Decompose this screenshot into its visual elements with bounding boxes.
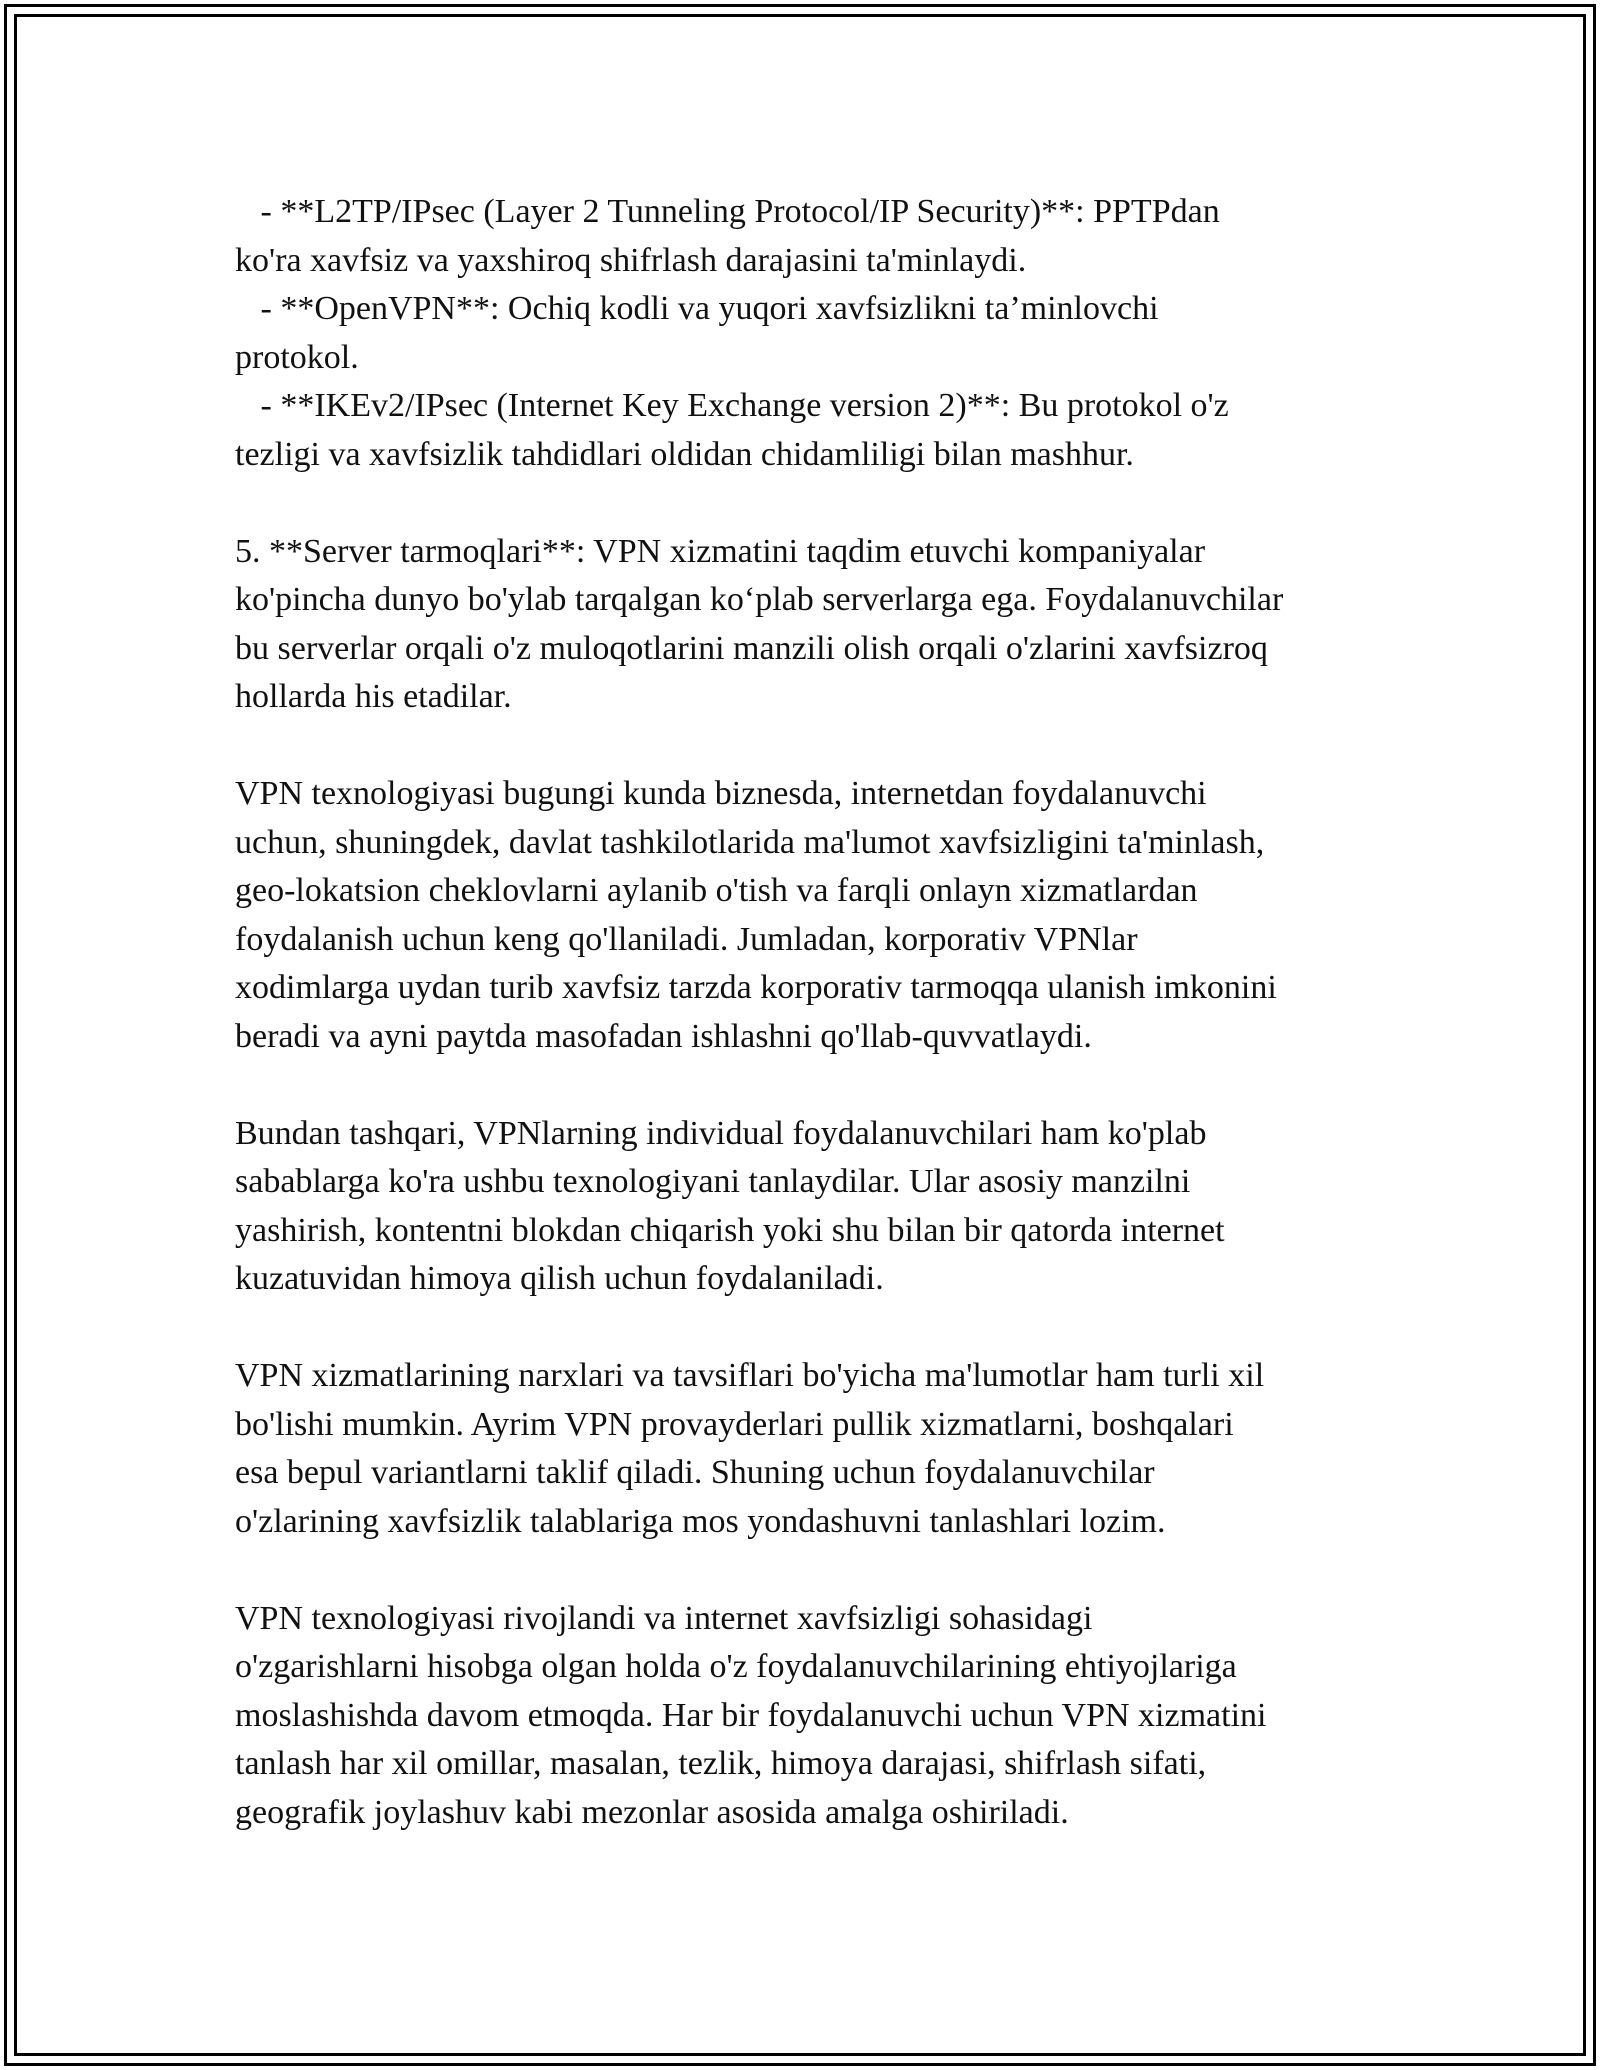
individual-users-paragraph [235,1110,1370,1304]
text-line: VPN xizmatlarining narxlari va tavsiflari bo'yicha ma'lumotlar ham turli xil [235,1357,1265,1394]
text-line: 5. **Server tarmoqlari**: VPN xizmatini taqdim etuvchi kompaniyalar [235,532,1206,570]
text-line: ko'ra xavfsiz va yaxshiroq shifrlash darajasini ta'minlaydi. [235,241,1027,279]
server-networks-paragraph [235,528,1370,722]
text-line: moslashishda davom etmoqda. Har bir foydalanuvchi uchun VPN xizmatini [235,1696,1267,1734]
pricing-paragraph [235,1352,1370,1546]
text-line: Bundan tashqari, VPNlarning individual foydalanuvchilari ham ko'plab [235,1114,1207,1152]
text-line: uchun, shuningdek, davlat tashkilotlarida ma'lumot xavfsizligini ta'minlash, [235,823,1265,861]
document-body [235,188,1370,1886]
text-line: o'zlarining xavfsizlik talablariga mos yondashuvni tanlashlari lozim. [235,1502,1166,1540]
text-line: VPN texnologiyasi rivojlandi va internet xavfsizligi sohasidagi [235,1599,1093,1637]
text-line: o'zgarishlarni hisobga olgan holda o'z foydalanuvchilarining ehtiyojlariga [235,1648,1237,1685]
text-line: foydalanish uchun keng qo'llaniladi. Jumladan, korporativ VPNlar [235,920,1138,958]
text-line: bo'lishi mumkin. Ayrim VPN provayderlari pullik xizmatlarni, boshqalari [235,1405,1234,1443]
conclusion-paragraph [235,1595,1370,1838]
text-line: geografik joylashuv kabi mezonlar asosida amalga oshiriladi. [235,1793,1069,1831]
text-line: - **IKEv2/IPsec (Internet Key Exchange version 2)**: Bu protokol o'z [235,387,1229,424]
vpn-usage-paragraph [235,770,1370,1061]
text-line: tanlash har xil omillar, masalan, tezlik, himoya darajasi, shifrlash sifati, [235,1745,1207,1782]
text-line: yashirish, kontentni blokdan chiqarish yoki shu bilan bir qatorda internet [235,1211,1225,1249]
text-line: - **L2TP/IPsec (Layer 2 Tunneling Protocol/IP Security)**: PPTPdan [235,193,1220,230]
text-line: beradi va ayni paytda masofadan ishlashni qo'llab-quvvatlaydi. [235,1017,1092,1055]
text-line: esa bepul variantlarni taklif qiladi. Shuning uchun foydalanuvchilar [235,1454,1155,1491]
text-line: protokol. [235,338,359,376]
text-line: - **OpenVPN**: Ochiq kodli va yuqori xavfsizlikni ta’minlovchi [235,290,1159,327]
text-line: sabablarga ko'ra ushbu texnologiyani tanlaydilar. Ular asosiy manzilni [235,1163,1191,1200]
text-line: xodimlarga uydan turib xavfsiz tarzda korporativ tarmoqqa ulanish imkonini [235,969,1277,1006]
text-line: hollarda his etadilar. [235,678,512,715]
text-line: geo-lokatsion cheklovlarni aylanib o'tish va farqli onlayn xizmatlardan [235,872,1198,909]
text-line: kuzatuvidan himoya qilish uchun foydalaniladi. [235,1260,884,1297]
text-line: bu serverlar orqali o'z muloqotlarini manzili olish orqali o'zlarini xavfsizroq [235,629,1268,667]
text-line: ko'pincha dunyo bo'ylab tarqalgan ko‘plab serverlarga ega. Foydalanuvchilar [235,581,1284,618]
protocol-list [235,188,1370,479]
text-line: tezligi va xavfsizlik tahdidlari oldidan chidamliligi bilan mashhur. [235,435,1134,473]
text-line: VPN texnologiyasi bugungi kunda biznesda, internetdan foydalanuvchi [235,775,1207,812]
